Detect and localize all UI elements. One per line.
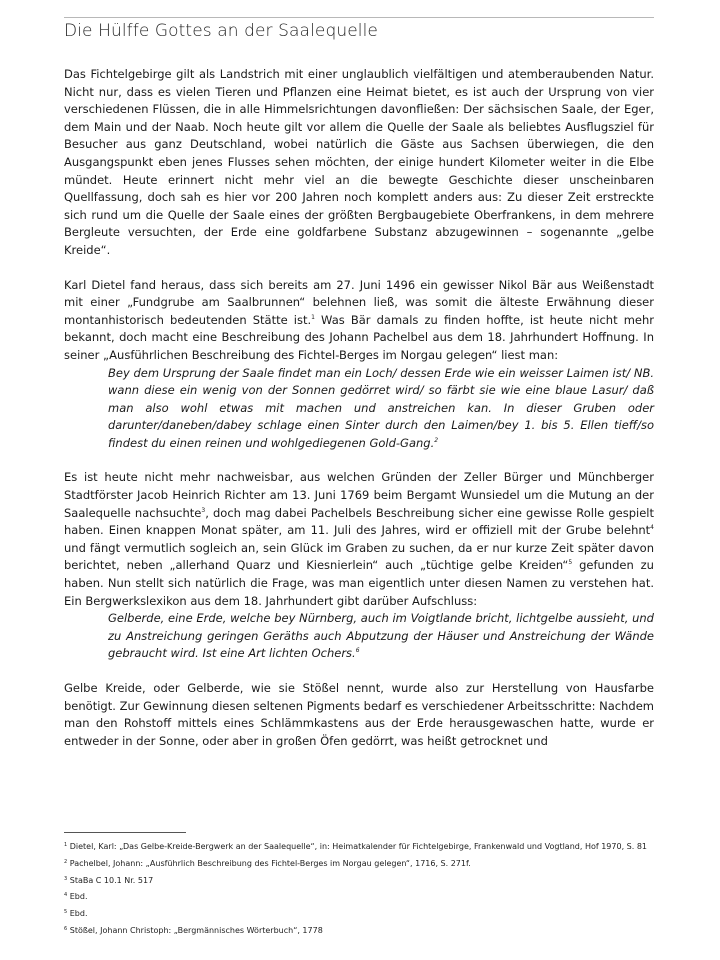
block-quote-pachelbel [64, 365, 654, 453]
paragraph-gelbe-kreide: Gelbe Kreide, oder Gelberde, wie sie Stößel nennt, wurde also zur Herstellung von Hausfarbe benötigt. Zur Gewinnung diesen seltenen Pigments bedarf es verschiedener Arbeitsschritte: Nachdem man den Rohstoff mittels eines Schlämmkastens aus der Erde herausgewaschen hatte, wurde er entweder in der Sonne, oder aber in großen Öfen gedörrt, was heißt getrocknet und [64, 681, 654, 748]
footnote-text: Pachelbel, Johann: „Ausführlich Beschreibung des Fichtel-Berges im Norgau gelegen“, 1716, S. 271f. [69, 858, 471, 868]
paragraph-dietel [64, 277, 654, 365]
footnote-text: Stößel, Johann Christoph: „Bergmännisches Wörterbuch“, 1778 [69, 925, 323, 935]
footnote-ref-5: 5 [568, 559, 573, 567]
footnote-5 [64, 908, 654, 920]
footnote-text: Ebd. [69, 892, 88, 902]
footnote-text: Dietel, Karl: „Das Gelbe-Kreide-Bergwerk an der Saalequelle“, in: Heimatkalender für Fichtelgebirge, Frankenwald und Vogtland, Hof 1970, S. 81 [69, 842, 648, 851]
block-quote-stoessel-text: Gelberde, eine Erde, welche bey Nürnberg, auch im Voigtlande bricht, lichtgelbe aussieht, und zu Anstreichung geringen Geräths auch Abputzung der Häuser und Anstreichung der Wände gebraucht wird. Ist eine Art lichten Ochers. [108, 611, 654, 661]
footnote-number: 4 [64, 892, 68, 899]
paragraph-richter-part4: gefunden zu haben. Nun stellt sich natürlich die Frage, was man eigentlich unter diesen Namen zu verstehen hat. Ein Bergwerkslexikon aus dem 18. Jahrhundert gibt darüber Aufschluss: [64, 558, 654, 608]
footnote-ref-4: 4 [650, 524, 654, 532]
paragraph-richter-part1: Es ist heute nicht mehr nachweisbar, aus welchen Gründen der Zeller Bürger und Münchberger Stadtförster Jacob Heinrich Richter am 13. Juni 1769 beim Bergamt Wunsiedel um die Mutung an der Saalequelle nachsuchte [64, 470, 654, 520]
paragraph-dietel-part1: Karl Dietel fand heraus, dass sich bereits am 27. Juni 1496 ein gewisser Nikol Bär aus Weißenstadt mit einer „Fundgrube am Saalbrunnen“ belehnen ließ, was somit die älteste Erwähnung dieser montanhistorisch bedeutenden Stätte ist. [64, 277, 654, 327]
footnote-text: StaBa C 10.1 Nr. 517 [69, 875, 154, 885]
block-quote-pachelbel-text: Bey dem Ursprung der Saale findet man ein Loch/ dessen Erde wie ein weisser Laimen ist/ NB. wann diese ein wenig von der Sonnen gedörret wird/ so färbt sie wie eine blaue Lasur/ daß man also wohl etwas mit machen und anstreichen kan. In dieser Gruben oder darunter/daneben/dabey schlage einen Sinter durch den Laimen/bey 1. bis 5. Ellen tieff/so findest du einen reinen und wohlgediegenen Gold-Gang. [108, 365, 654, 450]
paragraph-richter-part2: , doch mag dabei Pachelbels Beschreibung sicher eine gewisse Rolle gespielt haben. Einen knappen Monat später, am 11. Juli des Jahres, wird er offiziell mit der Grube belehnt [64, 505, 654, 538]
footnote-text: Ebd. [69, 909, 88, 919]
paragraph-dietel-part2: Was Bär damals zu finden hoffte, ist heute nicht mehr bekannt, doch macht eine Beschreibung des Johann Pachelbel aus dem 18. Jahrhundert Hoffnung. In seiner „Ausführlichen Beschreibung des Fichtel-Berges im Norgau gelegen“ liest man: [64, 312, 654, 362]
body-text [64, 66, 654, 750]
footnote-separator [64, 832, 186, 833]
footnote-ref-3: 3 [201, 506, 206, 514]
footnote-number: 2 [64, 858, 68, 865]
footnote-4 [64, 891, 654, 903]
footnote-number: 3 [64, 875, 68, 882]
document-page [64, 0, 654, 960]
footnote-ref-1: 1 [311, 313, 315, 321]
footnote-number: 1 [64, 842, 68, 848]
footnote-2 [64, 858, 654, 870]
footnote-ref-2: 2 [434, 436, 439, 444]
footnote-6 [64, 925, 654, 937]
paragraph-intro: Das Fichtelgebirge gilt als Landstrich mit einer unglaublich vielfältigen und atemberaubenden Natur. Nicht nur, dass es vielen Tieren und Pflanzen eine Heimat bietet, es ist auch der Ursprung von vier verschiedenen Flüssen, die in alle Himmelsrichtungen davonfließen: Der sächsischen Saale, der Eger, dem Main und der Naab. Noch heute gilt vor allem die Quelle der Saale als beliebtes Ausflugsziel für Besucher aus ganz Deutschland, wobei natürlich die Gäste aus Sachsen überwiegen, die den Ausgangspunkt eben jenes Flusses sehen möchten, der einige hundert Kilometer weiter in die Elbe mündet. Heute erinnert nicht mehr viel an die bewegte Geschichte dieser unscheinbaren Quellfassung, doch sah es hier vor 200 Jahren noch komplett anders aus: Zu dieser Zeit erstreckte sich rund um die Quelle der Saale eines der größten Bergbaugebiete Oberfrankens, in dem mehrere Bergleute versuchten, der Erde eine goldfarbene Substanz abzugewinnen – sogenannte „gelbe Kreide“. [64, 67, 654, 257]
paragraph-richter [64, 469, 654, 610]
paragraph-richter-part3: und fängt vermutlich sogleich an, sein Glück im Graben zu suchen, da er nur kurze Zeit später davon berichtet, neben „allerhand Quarz und Kiesnierlein“ auch „tüchtige gelbe Kreiden“ [64, 540, 654, 573]
footnote-3 [64, 875, 654, 887]
footnote-number: 5 [64, 909, 68, 916]
footnote-ref-6: 6 [355, 647, 360, 655]
footnote-1 [64, 841, 654, 853]
footnote-number: 6 [64, 925, 68, 932]
header-rule [64, 17, 654, 18]
page-title: Die Hülffe Gottes an der Saalequelle [64, 21, 378, 41]
footnotes [64, 841, 654, 942]
block-quote-stoessel [64, 610, 654, 663]
